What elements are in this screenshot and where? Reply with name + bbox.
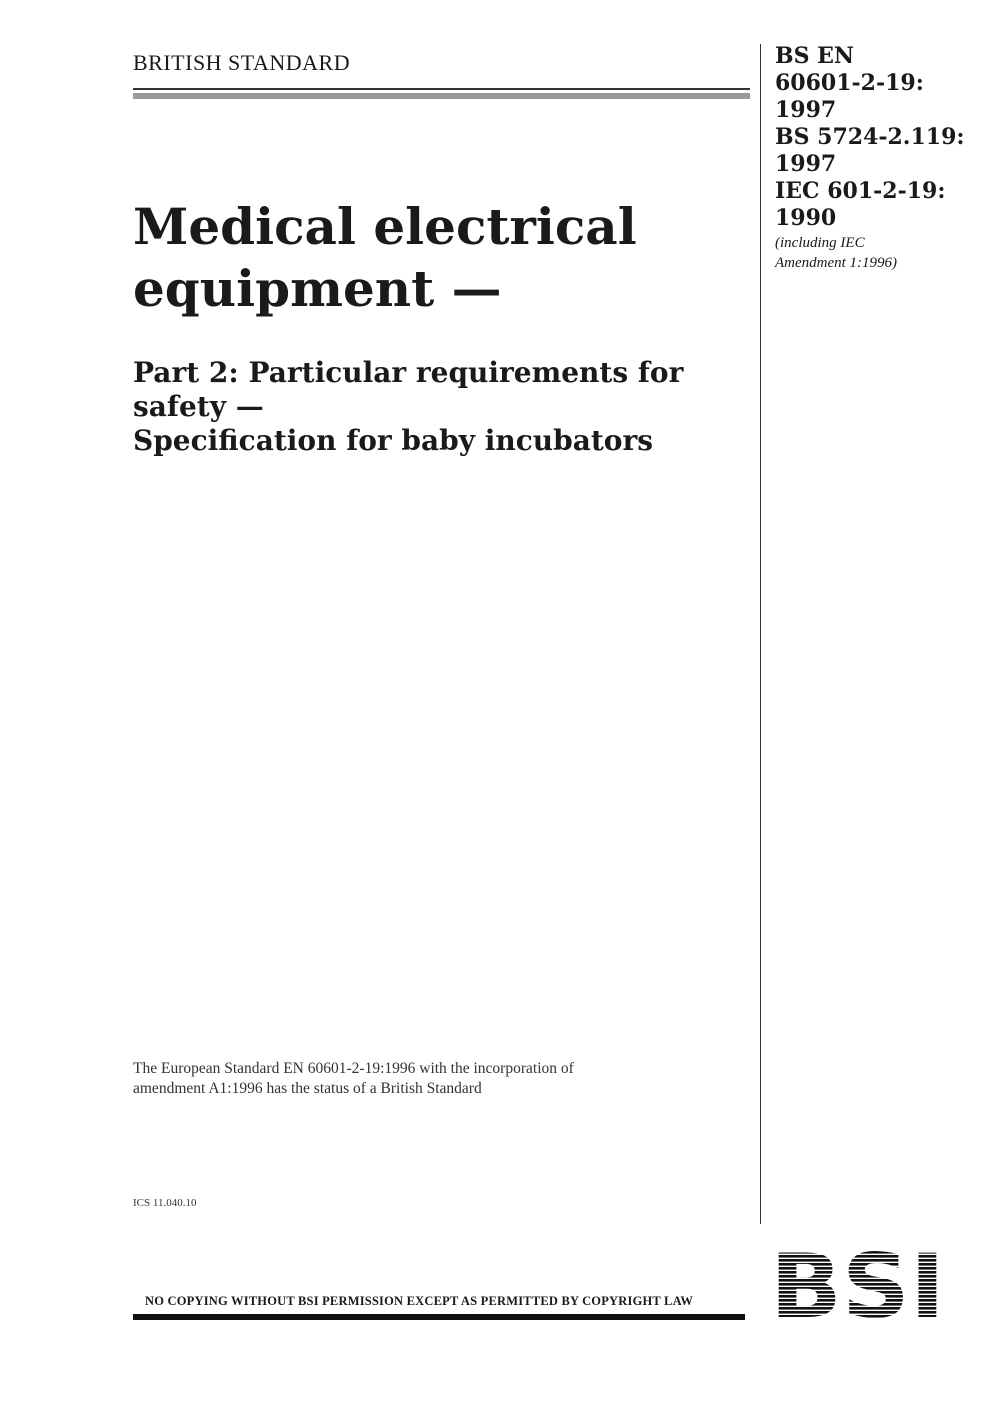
column-divider [760,44,761,1224]
standard-numbers [775,44,985,273]
header-label: BRITISH STANDARD [133,50,351,75]
main-title-line-2: equipment — [133,259,502,318]
standard-note [775,233,985,273]
copyright-notice: NO COPYING WITHOUT BSI PERMISSION EXCEPT AS PERMITTED BY COPYRIGHT LAW [145,1294,694,1308]
standard-number: 1997 [775,151,837,177]
standard-number: BS 5724-2.119: [775,124,965,150]
standard-note-line-2: Amendment 1:1996) [775,255,898,271]
main-title [133,196,753,320]
ics-code: ICS 11.040.10 [133,1197,197,1209]
main-title-line-1: Medical electrical [133,197,637,256]
subtitle [133,356,753,458]
header-rule-thin [133,88,750,90]
subtitle-line-3: Specification for baby incubators [133,424,653,457]
footer-rule [133,1314,745,1320]
standard-number: BS EN [775,43,855,69]
status-statement [133,1059,733,1099]
bsi-logo-icon [770,1243,945,1321]
status-line-1: The European Standard EN 60601-2-19:1996 with the incorporation of [133,1060,574,1077]
subtitle-line-1: Part 2: Particular requirements for [133,356,684,389]
subtitle-line-2: safety — [133,390,264,423]
header-rule-gray [133,93,750,99]
standard-number: 60601-2-19: [775,70,924,96]
status-line-2: amendment A1:1996 has the status of a British Standard [133,1080,482,1097]
standard-number: 1990 [775,205,837,231]
standard-number: 1997 [775,97,837,123]
standard-note-line-1: (including IEC [775,235,865,251]
standard-number: IEC 601-2-19: [775,178,946,204]
